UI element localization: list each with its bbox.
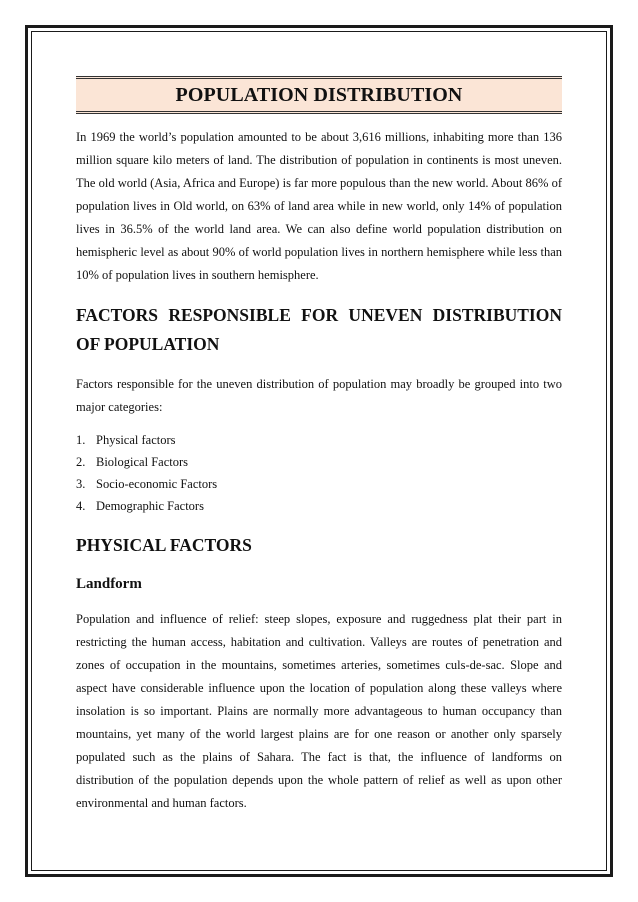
- factors-heading: FACTORS RESPONSIBLE FOR UNEVEN DISTRIBUTION OF POPULATION: [76, 305, 562, 354]
- list-item-label: Socio-economic Factors: [96, 477, 218, 491]
- list-item-label: Biological Factors: [96, 455, 188, 469]
- list-item-number: 3.: [76, 477, 86, 491]
- physical-factors-heading: PHYSICAL FACTORS: [76, 535, 252, 555]
- page-title: POPULATION DISTRIBUTION: [175, 84, 463, 106]
- list-item-number: 1.: [76, 433, 86, 447]
- document-content: [76, 76, 562, 815]
- list-item-number: 4.: [76, 499, 86, 513]
- list-item-number: 2.: [76, 455, 86, 469]
- list-item: [76, 451, 562, 473]
- list-item: [76, 429, 562, 451]
- factors-list: [76, 429, 562, 517]
- landform-heading: Landform: [76, 576, 142, 592]
- list-item-label: Physical factors: [96, 433, 176, 447]
- title-banner: [76, 76, 562, 114]
- factors-intro-paragraph: Factors responsible for the uneven distribution of population may broadly be grouped into two major categories:: [76, 377, 562, 414]
- list-item: [76, 473, 562, 495]
- list-item: [76, 495, 562, 517]
- list-item-label: Demographic Factors: [96, 499, 204, 513]
- intro-paragraph: In 1969 the world’s population amounted to be about 3,616 millions, inhabiting more than 136 million square kilo meters of land. The distribution of population in continents is most uneven. The old world (Asia, Africa and Europe) is far more populous than the new world. About 86% of population lives in Old world, on 63% of land area while in new world, only 14% of population lives in 36.5% of the world land area. We can also define world population distribution on hemispheric level as about 90% of world population lives in northern hemisphere while less than 10% of population lives in southern hemisphere.: [76, 130, 562, 282]
- landform-paragraph: Population and influence of relief: steep slopes, exposure and ruggedness plat their part in restricting the human access, habitation and cultivation. Valleys are routes of penetration and zones of occupation in the mountains, sometimes arteries, sometimes culs-de-sac. Slope and aspect have considerable influence upon the location of population along these valleys where insolation is so important. Plains are normally more advantageous to human occupancy than mountains, yet many of the world largest plains are for one reason or another only sparsely populated such as the plains of Sahara. The fact is that, the influence of landforms on distribution of the population depends upon the whole pattern of relief as well as upon other environmental and human factors.: [76, 612, 562, 810]
